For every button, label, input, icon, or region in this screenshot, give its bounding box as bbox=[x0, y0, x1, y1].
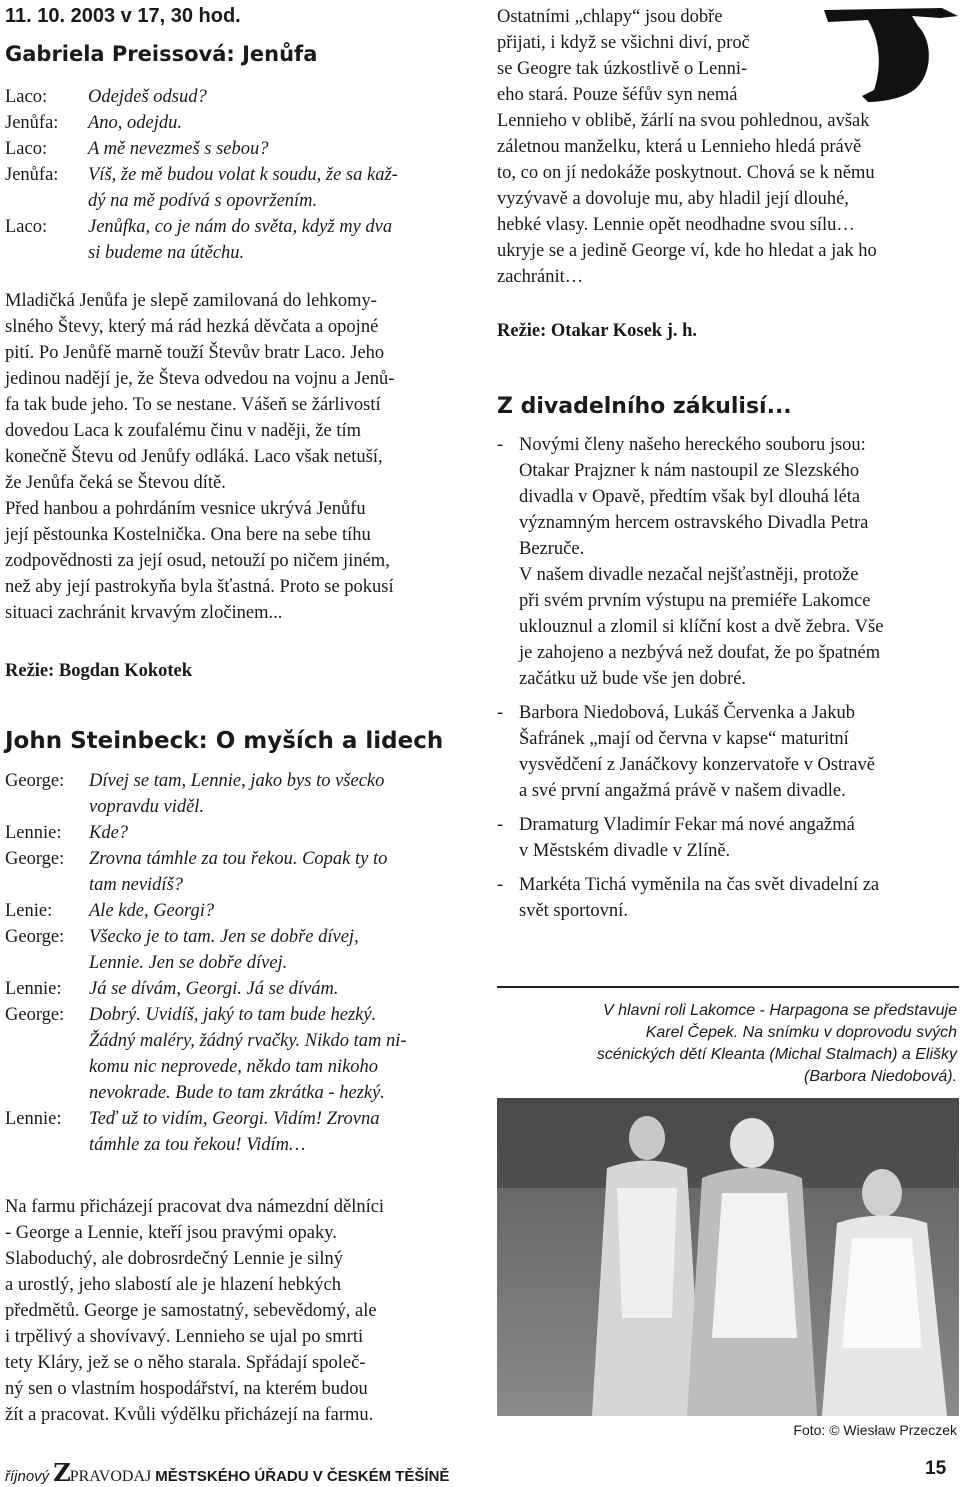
dialogue-row bbox=[5, 84, 470, 110]
dialogue-line: si budeme na útěchu. bbox=[88, 243, 245, 263]
text-line: Barbora Niedobová, Lukáš Červenka a Jakub bbox=[519, 703, 855, 723]
dialogue-line: Všecko je to tam. Jen se dobře dívej, bbox=[89, 927, 359, 947]
speaker: Laco: bbox=[5, 217, 48, 237]
text-line: hebké vlasy. Lennie opět neodhadne svou sílu… bbox=[497, 215, 855, 235]
dialogue-line: Dobrý. Uvidíš, jaký to tam bude hezký. bbox=[89, 1005, 377, 1025]
speaker: George: bbox=[5, 1005, 65, 1025]
speaker: George: bbox=[5, 849, 65, 869]
text-line: slného Števy, který má rád hezká děvčata a opojné bbox=[5, 317, 379, 337]
text-line: fa tak bude jeho. To se nestane. Vášeň se žárlivostí bbox=[5, 395, 381, 415]
text-line: situaci zachránit krvavým zločinem... bbox=[5, 603, 283, 623]
dialogue-line: Kde? bbox=[89, 823, 129, 843]
text-line: předmětů. George je samostatný, sebevědomý, ale bbox=[5, 1301, 377, 1321]
dialogue-row bbox=[5, 1002, 470, 1106]
dialogue-line: Lennie. Jen se dobře dívej. bbox=[89, 953, 288, 973]
text-line: dovedou Laca k zoufalému činu v naději, že tím bbox=[5, 421, 361, 441]
text-line: ný sen o vlastním hospodářství, na kterém budou bbox=[5, 1379, 368, 1399]
caption-line: Karel Čepek. Na snímku v doprovodu svých bbox=[645, 1024, 957, 1041]
dialogue-row bbox=[5, 136, 470, 162]
mice-director: Režie: Otakar Kosek j. h. bbox=[497, 321, 698, 341]
text-line: přijati, i když se všichni diví, proč bbox=[497, 33, 750, 53]
dialogue-line: támhle za tou řekou! Vidím… bbox=[89, 1135, 306, 1155]
text-line: jedinou nadějí je, že Števa odvedou na vojnu a Jenů- bbox=[5, 369, 395, 389]
text-line: - George a Lennie, kteří jsou pravými opaky. bbox=[5, 1223, 337, 1243]
text-line: divadla v Opavě, předtím však byl dlouhá léta bbox=[519, 487, 861, 507]
text-line: Lennieho v oblibě, žárlí na svou pohlednou, avšak bbox=[497, 111, 870, 131]
photo-caption bbox=[520, 1000, 957, 1088]
event-date: 11. 10. 2003 v 17, 30 hod. bbox=[5, 5, 241, 27]
speaker: Lennie: bbox=[5, 1109, 62, 1129]
text-line: eho stará. Pouze šéfův syn nemá bbox=[497, 85, 738, 105]
mice-dialogue bbox=[5, 768, 470, 1158]
text-line: zodpovědnosti za její osud, netouží po ničem jiném, bbox=[5, 551, 390, 571]
dialogue-line: Žádný maléry, žádný rvačky. Nikdo tam ni- bbox=[89, 1031, 407, 1051]
text-line: i trpělivý a shovívavý. Lennieho se ujal po smrti bbox=[5, 1327, 364, 1347]
dialogue-line: nevokrade. Bude to tam zkrátka - hezký. bbox=[89, 1083, 385, 1103]
backstage-list bbox=[497, 432, 959, 930]
text-line: vyzývavě a dovoluje mu, aby hladil její dlouhé, bbox=[497, 189, 849, 209]
text-line: při svém prvním výstupu na premiéře Lakomce bbox=[519, 591, 871, 611]
section-divider bbox=[497, 986, 959, 988]
text-line: začátku už bude vše jen dobré. bbox=[519, 669, 747, 689]
dialogue-line: A mě nevezmeš s sebou? bbox=[88, 139, 269, 159]
backstage-title: Z divadelního zákulisí... bbox=[497, 394, 792, 419]
footer-month: říjnový bbox=[5, 1468, 50, 1485]
list-dash: - bbox=[497, 703, 504, 723]
text-line: se Geogre tak úzkostlivě o Lenni- bbox=[497, 59, 748, 79]
text-line: svět sportovní. bbox=[519, 901, 628, 921]
list-dash: - bbox=[497, 435, 504, 455]
jenufa-synopsis bbox=[5, 288, 465, 626]
speaker: Lennie: bbox=[5, 979, 62, 999]
text-line: její pěstounka Kostelnička. Ona bere na sebe tíhu bbox=[5, 525, 371, 545]
text-line: Novými členy našeho hereckého souboru jsou: bbox=[519, 435, 866, 455]
dialogue-row bbox=[5, 924, 470, 976]
list-item bbox=[497, 432, 959, 692]
caption-line: V hlavni roli Lakomce - Harpagona se představuje bbox=[603, 1002, 957, 1019]
dialogue-line: Ale kde, Georgi? bbox=[89, 901, 215, 921]
text-line: konečně Števu od Jenůfy odláká. Laco však netuší, bbox=[5, 447, 383, 467]
text-line: Dramaturg Vladimír Fekar má nové angažmá bbox=[519, 815, 855, 835]
photo-credit: Foto: © Wiesław Przeczek bbox=[793, 1422, 957, 1438]
text-line: vysvědčení z Janáčkovy konzervatoře v Ostravě bbox=[519, 755, 875, 775]
list-dash: - bbox=[497, 815, 504, 835]
speaker: Lenie: bbox=[5, 901, 53, 921]
text-line: v Městském divadle v Zlíně. bbox=[519, 841, 731, 861]
text-line: pití. Po Jenůfě marně touží Števův bratr Laco. Jeho bbox=[5, 343, 385, 363]
text-line: Otakar Prajzner k nám nastoupil ze Slezského bbox=[519, 461, 860, 481]
dialogue-row bbox=[5, 1106, 470, 1158]
footer-masthead bbox=[5, 1458, 449, 1487]
speaker: George: bbox=[5, 771, 65, 791]
mice-continued bbox=[497, 4, 959, 290]
dialogue-line: tam nevidíš? bbox=[89, 875, 184, 895]
text-line: záletnou manželku, která u Lennieho hledá právě bbox=[497, 137, 862, 157]
list-item bbox=[497, 700, 959, 804]
text-line: tety Kláry, jež se o něho starala. Spřádají společ- bbox=[5, 1353, 366, 1373]
text-line: to, co on jí nedokáže poskytnout. Chová se k němu bbox=[497, 163, 875, 183]
text-line: významným hercem ostravského Divadla Petra bbox=[519, 513, 869, 533]
dialogue-line: Já se dívám, Georgi. Já se dívám. bbox=[89, 979, 339, 999]
dialogue-row bbox=[5, 768, 470, 820]
text-line: V našem divadle nezačal nejšťastněji, protože bbox=[519, 565, 859, 585]
text-line: Na farmu přicházejí pracovat dva námezdní dělníci bbox=[5, 1197, 385, 1217]
dialogue-line: Dívej se tam, Lennie, jako bys to všecko bbox=[89, 771, 385, 791]
dialogue-line: Víš, že mě budou volat k soudu, že sa kaž- bbox=[88, 165, 398, 185]
text-line: že Jenůfa čeká se Števou dítě. bbox=[5, 473, 226, 493]
text-line: Slaboduchý, ale dobrosrdečný Lennie je silný bbox=[5, 1249, 344, 1269]
caption-line: scénických dětí Kleanta (Michal Stalmach) a Elišky bbox=[596, 1046, 957, 1063]
text-line: Ostatními „chlapy“ jsou dobře bbox=[497, 7, 723, 27]
dialogue-row bbox=[5, 976, 470, 1002]
text-line: a urostlý, jeho slabostí ale je hlazení hebkých bbox=[5, 1275, 341, 1295]
dialogue-line: komu nic neprovede, někdo tam nikoho bbox=[89, 1057, 379, 1077]
speaker: Jenůfa: bbox=[5, 165, 59, 185]
text-line: Šafránek „mají od června v kapse“ maturitní bbox=[519, 729, 849, 749]
speaker: George: bbox=[5, 927, 65, 947]
dialogue-line: dý na mě podívá s opovržením. bbox=[88, 191, 318, 211]
dialogue-line: Ano, odejdu. bbox=[88, 113, 183, 133]
dialogue-row bbox=[5, 110, 470, 136]
dialogue-line: Teď už to vidím, Georgi. Vidím! Zrovna bbox=[89, 1109, 380, 1129]
mice-title: John Steinbeck: O myších a lidech bbox=[5, 728, 444, 754]
mice-synopsis bbox=[5, 1194, 465, 1428]
text-line: uklouznul a zlomil si klíční kost a dvě žebra. Vše bbox=[519, 617, 884, 637]
dialogue-line: Jenůfka, co je nám do světa, když my dva bbox=[88, 217, 393, 237]
dialogue-row bbox=[5, 846, 470, 898]
text-line: a své první angažmá právě v našem divadle. bbox=[519, 781, 846, 801]
text-line: ukryje se a jedině George ví, kde ho hledat a jak ho bbox=[497, 241, 877, 261]
list-item bbox=[497, 872, 959, 924]
stage-photo bbox=[497, 1098, 959, 1416]
list-dash: - bbox=[497, 875, 504, 895]
text-line: Bezruče. bbox=[519, 539, 585, 559]
dialogue-line: Zrovna támhle za tou řekou. Copak ty to bbox=[89, 849, 388, 869]
dialogue-row bbox=[5, 820, 470, 846]
caption-line: (Barbora Niedobová). bbox=[804, 1068, 957, 1085]
speaker: Lennie: bbox=[5, 823, 62, 843]
jenufa-dialogue bbox=[5, 84, 470, 266]
footer-publisher: MĚSTSKÉHO ÚŘADU V ČESKÉM TĚŠÍNĚ bbox=[155, 1468, 450, 1485]
dialogue-line: Odejdeš odsud? bbox=[88, 87, 207, 107]
dialogue-row bbox=[5, 162, 470, 214]
text-line: Před hanbou a pohrdáním vesnice ukrývá Jenůfu bbox=[5, 499, 366, 519]
jenufa-director: Režie: Bogdan Kokotek bbox=[5, 661, 193, 681]
logo-letter: Z bbox=[53, 1458, 70, 1487]
text-line: než aby její pastrokyňa byla šťastná. Proto se pokusí bbox=[5, 577, 394, 597]
dialogue-line: vopravdu viděl. bbox=[89, 797, 205, 817]
text-line: zachránit… bbox=[497, 267, 584, 287]
page-number: 15 bbox=[925, 1458, 947, 1479]
text-line: Markéta Tichá vyměnila na čas svět divadelní za bbox=[519, 875, 880, 895]
speaker: Jenůfa: bbox=[5, 113, 59, 133]
dialogue-row bbox=[5, 898, 470, 924]
dialogue-row bbox=[5, 214, 470, 266]
stage-photo-image bbox=[497, 1098, 959, 1416]
logo-text: PRAVODAJ bbox=[69, 1468, 152, 1485]
speaker: Laco: bbox=[5, 87, 48, 107]
speaker: Laco: bbox=[5, 139, 48, 159]
jenufa-title: Gabriela Preissová: Jenůfa bbox=[5, 42, 318, 66]
text-line: žít a pracovat. Kvůli výdělku přicházejí na farmu. bbox=[5, 1405, 374, 1425]
newsletter-logo bbox=[53, 1458, 151, 1487]
text-line: je zahojeno a nezbývá než doufat, že po špatném bbox=[519, 643, 881, 663]
text-line: Mladičká Jenůfa je slepě zamilovaná do lehkomy- bbox=[5, 291, 377, 311]
list-item bbox=[497, 812, 959, 864]
